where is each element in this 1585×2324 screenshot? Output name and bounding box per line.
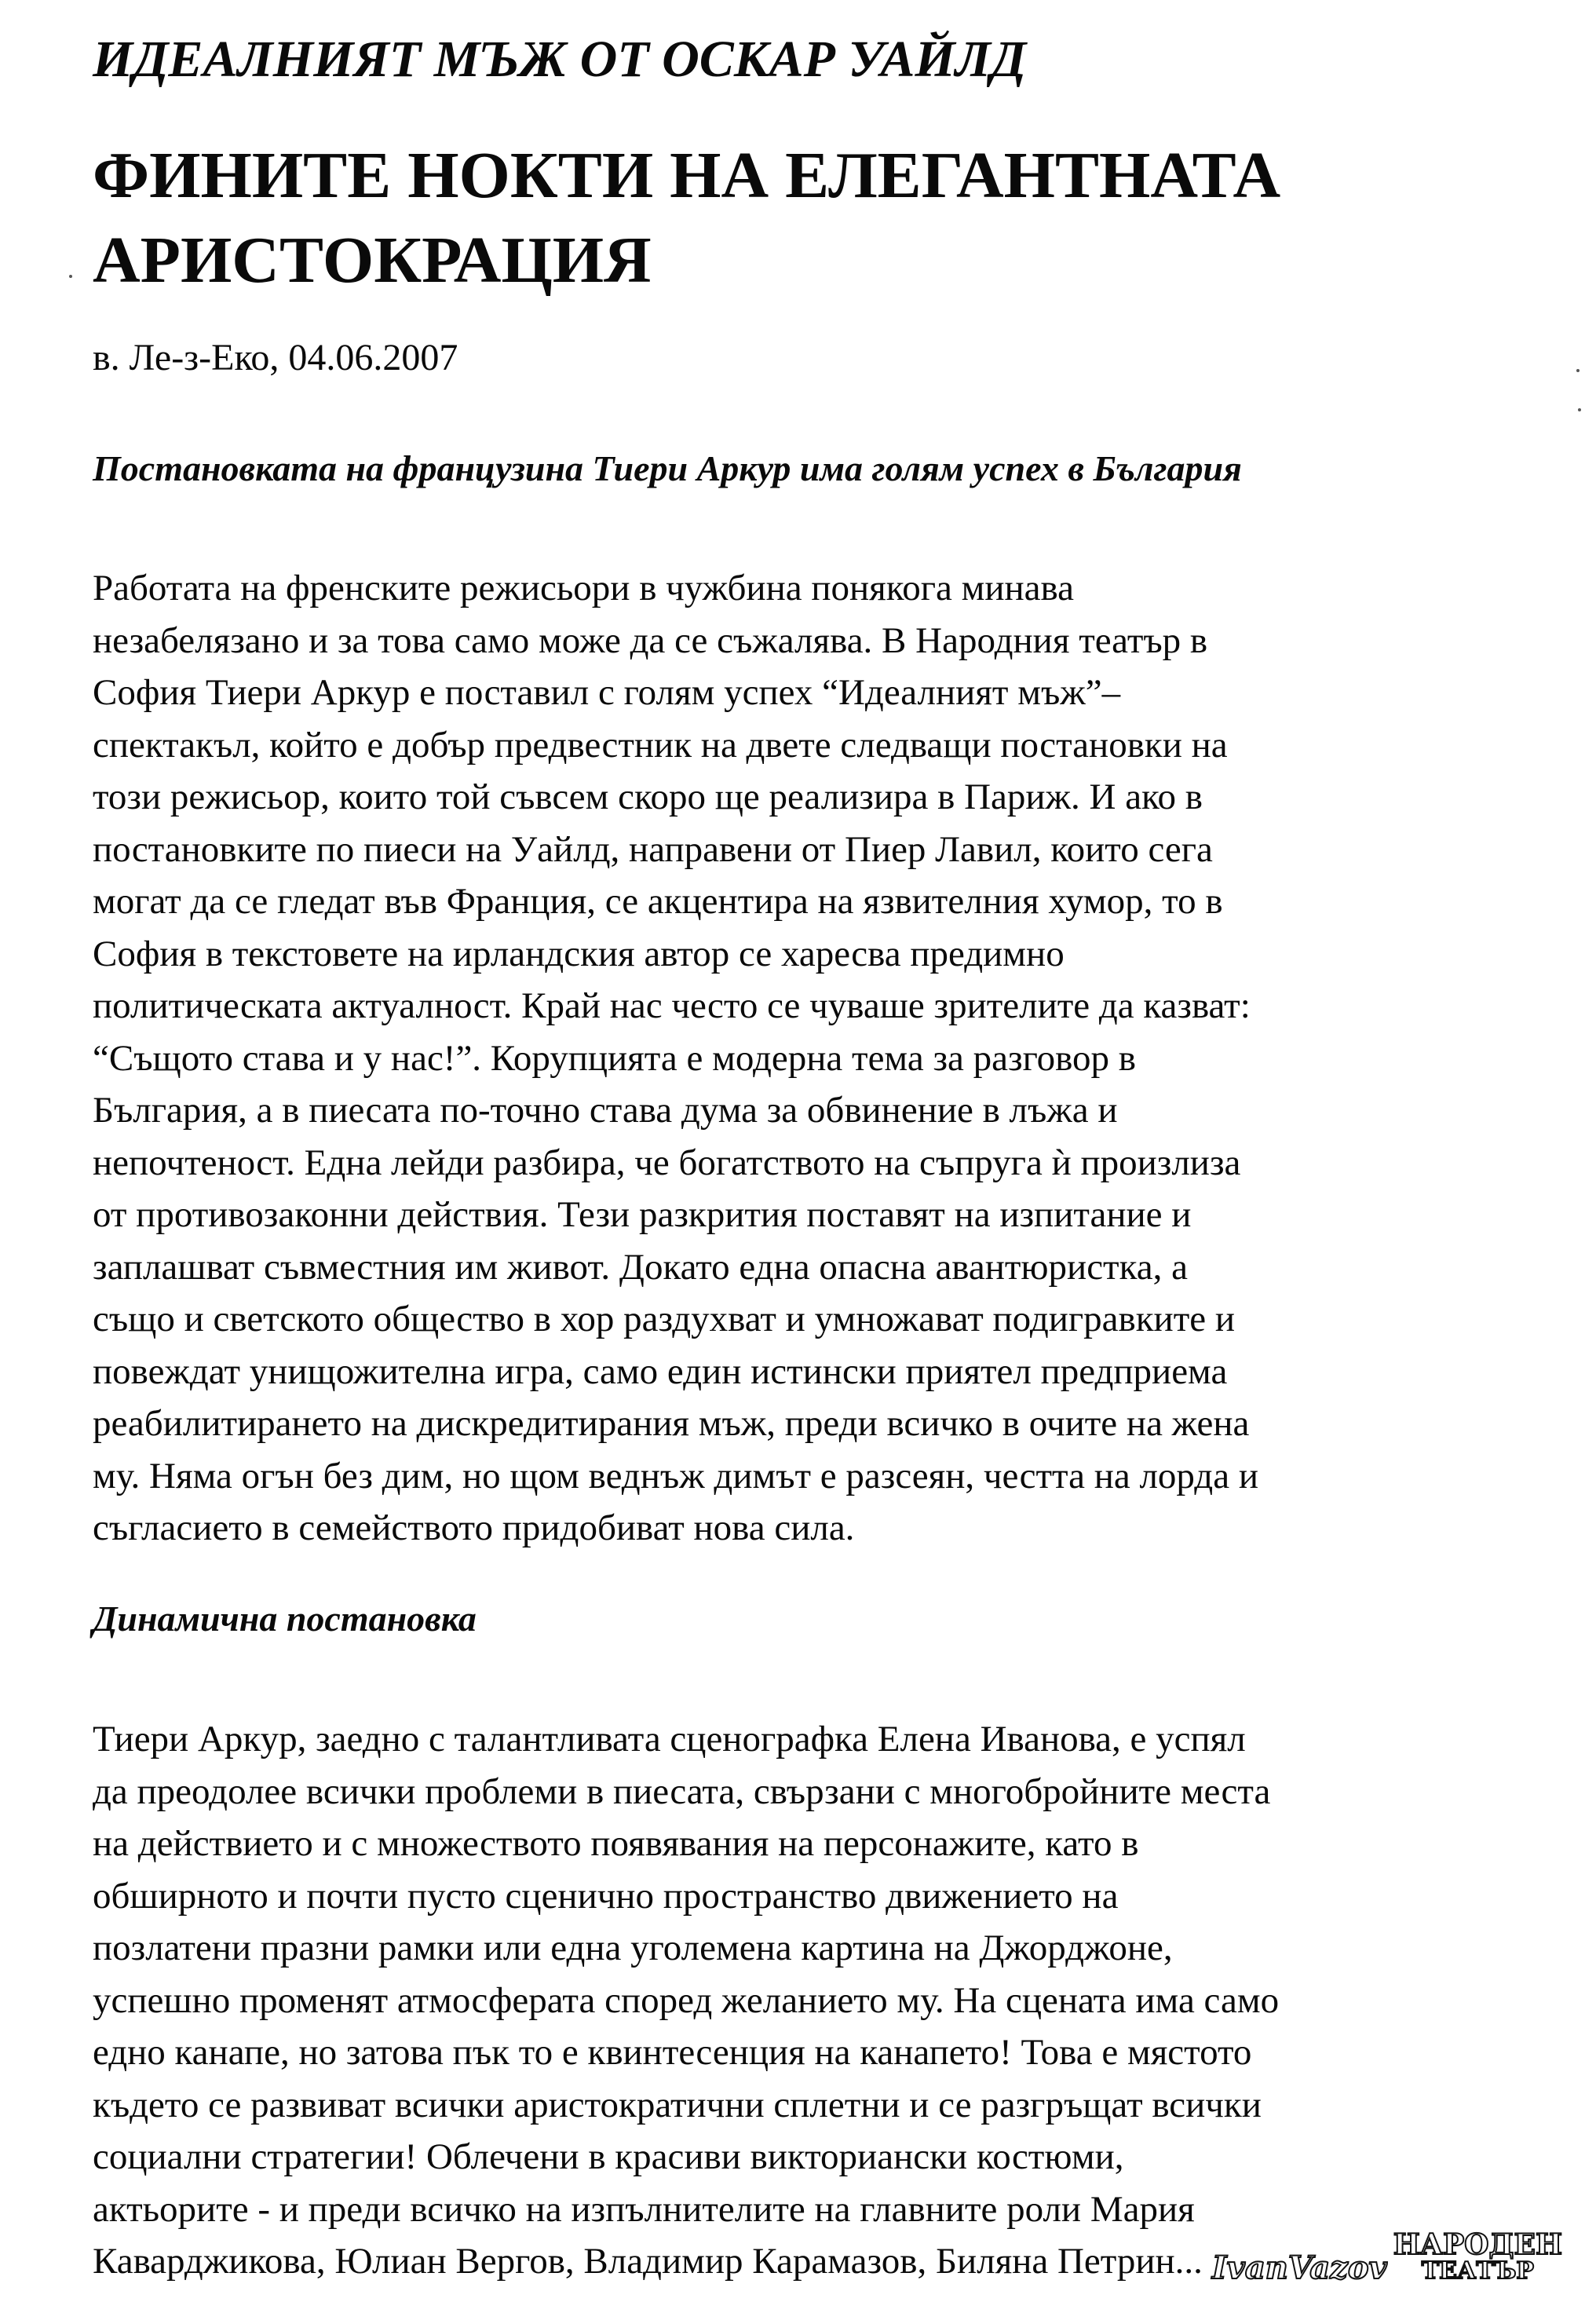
body-text-line: София Тиери Аркур е поставил с голям успех “Идеалният мъж”– [93, 672, 1121, 713]
body-text-line: реабилитирането на дискредитирания мъж, преди всичко в очите на жена [93, 1403, 1250, 1444]
section-subhead: Постановката на французина Тиери Аркур има голям успех в България [93, 448, 1242, 488]
body-text-line: политическата актуалност. Край нас често се чуваше зрителите да казват: [93, 985, 1251, 1026]
body-text-line: социални стратегии! Облечени в красиви викториански костюми, [93, 2136, 1124, 2177]
section-subhead: Динамична постановка [93, 1599, 477, 1639]
body-text-line: София в текстовете на ирландския автор се харесва предимно [93, 933, 1065, 974]
body-text-line: Каварджикова, Юлиан Вергов, Владимир Карамазов, Биляна Петрин... [93, 2241, 1203, 2282]
body-text-line: Тиери Аркур, заедно с талантливата сценографка Елена Иванова, е успял [93, 1719, 1246, 1759]
headline [93, 133, 1280, 303]
body-text-line: позлатени празни рамки или една уголемена картина на Джорджоне, [93, 1928, 1173, 1968]
body-text-line: могат да се гледат във Франция, се акцентира на язвителния хумор, то в [93, 881, 1223, 922]
body-text-line: повеждат унищожителна игра, само един истински приятел предприема [93, 1350, 1228, 1392]
kicker-title: ИДЕАЛНИЯТ МЪЖ ОТ ОСКАР УАЙЛД [93, 31, 1027, 88]
body-text-line: да преодолее всички проблеми в пиесата, свързани с многобройните места [93, 1770, 1271, 1812]
body-text-line: успешно променят атмосферата според желанието му. На сцената има само [93, 1979, 1280, 2021]
body-text-line: “Същото става и у нас!”. Корупцията е модерна тема за разговор в [93, 1037, 1136, 1079]
body-text-line: постановките по пиеси на Уайлд, направени от Пиер Лавил, които сега [93, 828, 1213, 870]
body-text-line: на действието и с множеството появявания на персонажите, като в [93, 1823, 1139, 1864]
body-text-line: спектакъл, който е добър предвестник на двете следващи постановки на [93, 724, 1228, 766]
body-text-line: актьорите - и преди всичко на изпълнителите на главните роли Мария [93, 2188, 1195, 2230]
body-text-line: този режисьор, които той съвсем скоро ще реализира в Париж. И ако в [93, 776, 1203, 817]
body-text-line: Работата на френските режисьори в чужбина понякога минава [93, 568, 1074, 608]
body-text-line: съгласието в семейството придобиват нова сила. [93, 1507, 855, 1548]
body-text-line: непочтеност. Една лейди разбира, че богатството на съпруга ѝ произлиза [93, 1142, 1241, 1183]
headline-line: АРИСТОКРАЦИЯ [93, 224, 652, 297]
body-text-line: България, а в пиесата по-точно става дума за обвинение в лъжа и [93, 1090, 1118, 1131]
headline-line: ФИНИТЕ НОКТИ НА ЕЛЕГАНТНАТА [93, 139, 1281, 212]
section-body [93, 562, 1569, 1555]
scan-speck [69, 275, 72, 278]
body-text-line: от противозаконни действия. Тези разкрития поставят на изпитание и [93, 1194, 1192, 1235]
body-text-line: също и светското общество в хор раздухват и умножават подигравките и [93, 1299, 1236, 1339]
body-text-line: където се развиват всички аристократични сплетни и се разгръщат всички [93, 2084, 1262, 2125]
body-text-line: заплашват съвместния им живот. Докато една опасна авантюристка, а [93, 1246, 1188, 1288]
stamp-script: IvanVazov [1211, 2249, 1387, 2286]
scan-speck [1576, 369, 1580, 372]
body-text-line: незабелязано и за това само може да се съжалява. В Народния театър в [93, 619, 1208, 661]
body-text-line: обширното и почти пусто сценично пространство движението на [93, 1875, 1119, 1917]
scan-speck [1578, 408, 1581, 411]
section-body [93, 1713, 1569, 2288]
stamp-line-2: ТЕАТЪР [1421, 2257, 1534, 2285]
national-theatre-stamp [1211, 2228, 1562, 2286]
body-text-line: му. Няма огън без дим, но щом веднъж димът е разсеян, честта на лорда и [93, 1455, 1258, 1496]
body-text-line: едно канапе, но затова пък то е квинтесенция на канапето! Това е мястото [93, 2032, 1252, 2073]
source-line: в. Ле-з-Еко, 04.06.2007 [93, 337, 458, 378]
stamp-line-1: НАРОДЕН [1393, 2228, 1562, 2261]
stamp-wordmark [1393, 2228, 1562, 2285]
